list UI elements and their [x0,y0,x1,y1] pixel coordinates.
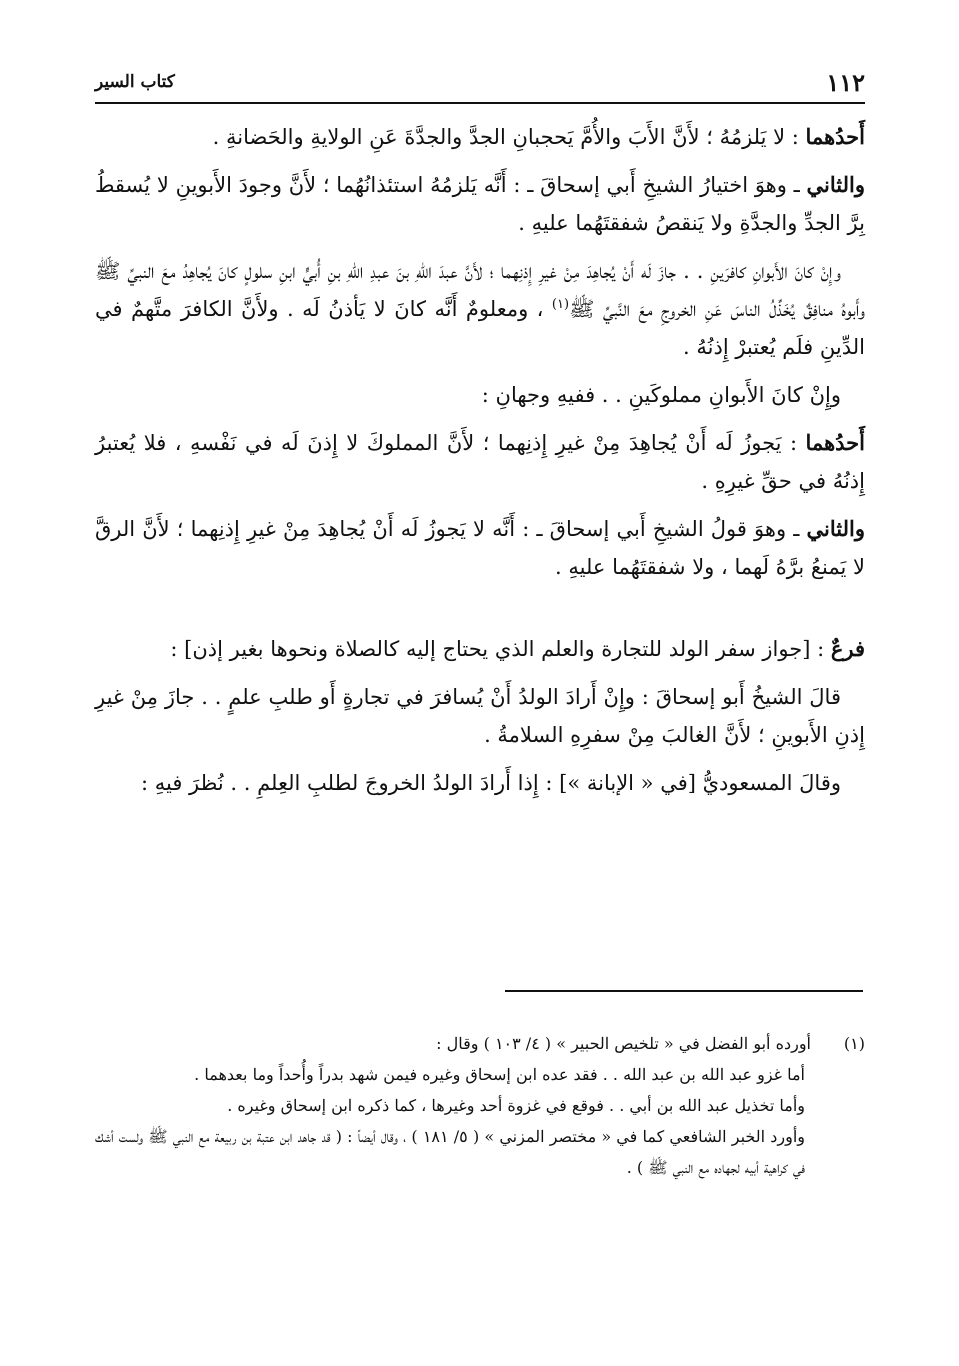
footnote-line: وأورد الخبر الشافعي كما في « مختصر المزني » ( ٥/ ١٨١ ) ، وقال أيضاً : ( قد جاهد ابن عتبة بن ربيعة مع النبي ﷺ ولست أشك في كراهية أبيه لجهاده مع النبي ﷺ ) . [95,1127,805,1177]
paragraph-text: ـ وهوَ اختيارُ الشيخِ أَبي إسحاقَ ـ : أَنَّه يَلزمُهُ استئذانُهُما ؛ لأَنَّ وجودَ الأَبوينِ لا يُسقطُ بِرَّ الجدِّ والجدَّةِ ولا يَنقصُ شفقتَهُما عليهِ . [95,173,865,235]
footnote-line: وأما تخذيل عبد الله بن أبي . . فوقع في غزوة أحد وغيرها ، كما ذكره ابن إسحاق وغيره . [227,1096,805,1115]
paragraph [95,424,865,500]
main-text [95,118,865,802]
paragraph [95,510,865,586]
paragraph: وقالَ المسعوديُّ [في « الإبانة »] : إِذا أَرادَ الولدُ الخروجَ لطلبِ العِلمِ . . نُظرَ فيهِ : [140,771,841,795]
paragraph: قالَ الشيخُ أَبو إسحاقَ : وإِنْ أَرادَ الولدُ أَنْ يُسافرَ في تجارةٍ أَو طلبِ علمٍ . . جازَ مِنْ غيرِ إِذنِ الأَبوينِ ؛ لأَنَّ الغالبَ مِنْ سفرِهِ السلامةُ . [95,685,865,747]
paragraph [95,252,865,366]
paragraph-text: : لا يَلزمُهُ ؛ لأَنَّ الأَبَ والأُمَّ يَحجبانِ الجدَّ والجدَّةَ عَنِ الولايةِ والحَضانةِ . [212,125,806,149]
footnote-line: أما غزو عبد الله بن عبد الله . . فقد عده ابن إسحاق وغيره فيمن شهد بدراً وأُحداً وما بعدهما . [194,1065,805,1084]
paragraph-text: : يَجوزُ لَه أَنْ يُجاهِدَ مِنْ غيرِ إِذنِهما ؛ لأَنَّ المملوكَ لا إِذنَ لَه في نَفْسهِ ، فلا يُعتبرُ إِذنُهُ في حقِّ غيرِهِ . [95,431,865,493]
footnote [95,1028,865,1059]
paragraph [95,118,865,156]
paragraph [95,166,865,242]
paragraph [95,376,865,414]
footnote-ref[interactable]: (١) [551,297,570,312]
page-number: ١١٢ [826,68,865,97]
paragraph-lead: والثاني [806,516,865,541]
section-label: فرعٌ [830,636,865,661]
section-title: : [جواز سفر الولد للتجارة والعلم الذي يحتاج إليه كالصلاة ونحوها بغير إذن] : [170,637,831,661]
footnote-text: أورده أبو الفضل في « تلخيص الحبير » ( ٤/ ١٠٣ ) وقال : [436,1034,811,1053]
book-title: كتاب السير [95,72,175,92]
paragraph-lead: أَحدُهما [805,124,865,149]
paragraph-lead: أَحدُهما [805,430,865,455]
paragraph-text: ـ وهوَ قولُ الشيخِ أَبي إسحاقَ ـ : أَنَّه لا يَجوزُ لَه أَنْ يُجاهِدَ مِنْ غيرِ إِذنِهما ؛ لأَنَّ الرقَّ لا يَمنعُ برَّهُ لَهما ، ولا شفقتَهُما عليهِ . [95,517,865,579]
paragraph-lead: والثاني [806,172,865,197]
section-heading [95,630,865,668]
page-header [95,68,865,104]
paragraph-text: وإِنْ كانَ الأَبوانِ كافرَينِ . . جازَ لَه أَنْ يُجاهِدَ مِنْ غيرِ إِذنِهما ؛ لأَنَّ عبدَ اللهِ بنَ عبدِ اللهِ بنِ أُبيٍّ ابنِ سلولٍ كانَ يُجاهِدُ معَ النبيِّ ﷺ وأَبوهُ منافِقٌ يُخَذِّلُ الناسَ عَنِ الخروجِ معَ النَّبيِّ ﷺ [95,259,865,321]
footnote-number: (١) [843,1034,865,1053]
footnotes [95,1028,865,1183]
paragraph-text: ، ومعلومٌ أَنَّه كانَ لا يَأذنُ لَه . ولأَنَّ الكافرَ متَّهمٌ في الدِّينِ فلَم يُعتبرْ إِذنُهُ . [95,297,865,359]
paragraph-text: وإِنْ كانَ الأَبوانِ مملوكَينِ . . ففيهِ وجهانِ : [481,383,841,407]
footnote-divider [505,990,863,992]
